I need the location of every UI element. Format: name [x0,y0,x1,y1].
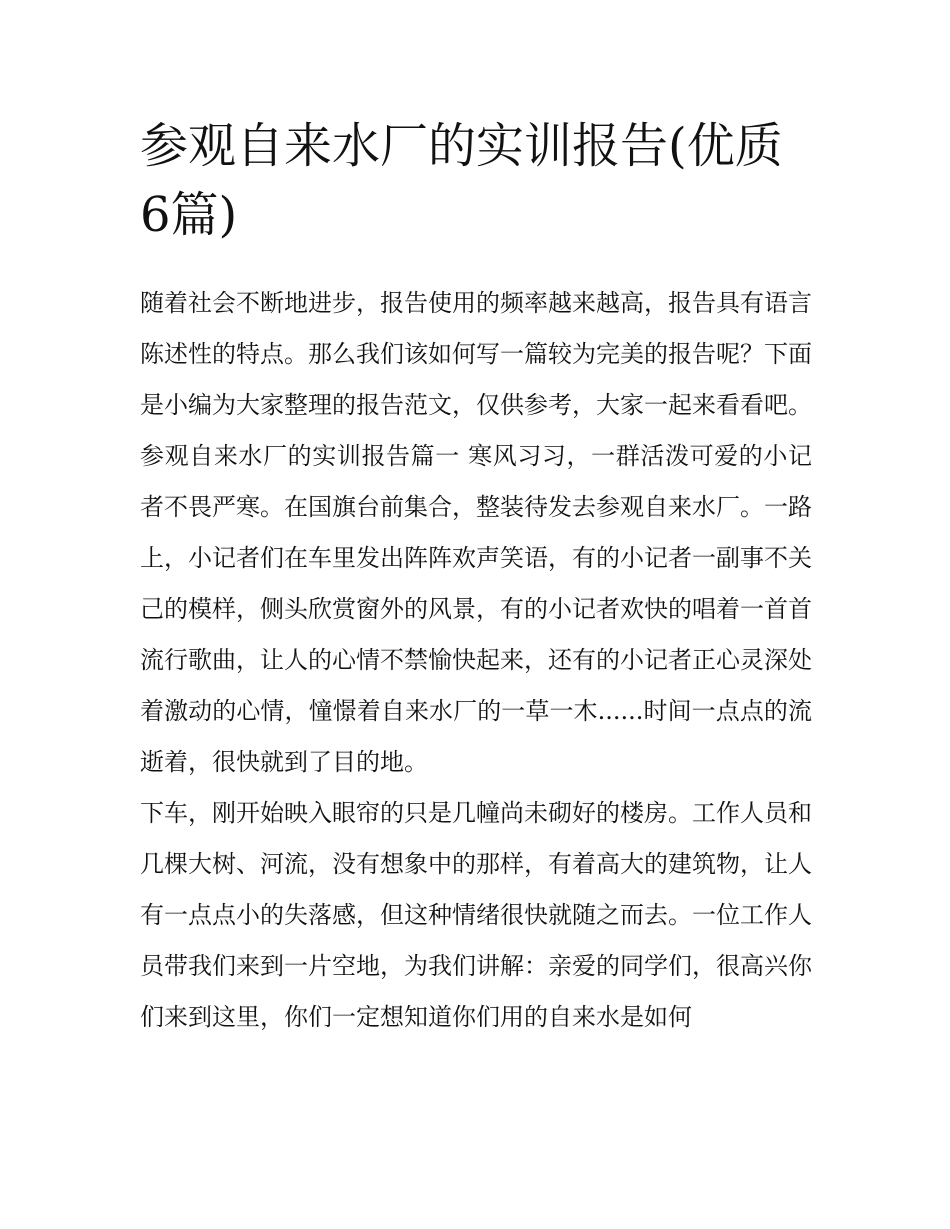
intro-paragraph: 随着社会不断地进步，报告使用的频率越来越高，报告具有语言陈述性的特点。那么我们该如何写一篇较为完美的报告呢？下面是小编为大家整理的报告范文，仅供参考，大家一起来看看吧。 [140,289,812,419]
body-paragraph: 参观自来水厂的实训报告篇一 寒风习习，一群活泼可爱的小记者不畏严寒。在国旗台前集合，整装待发去参观自来水厂。一路上，小记者们在车里发出阵阵欢声笑语，有的小记者一副事不关己的模样，侧头欣赏窗外的风景，有的小记者欢快的唱着一首首流行歌曲，让人的心情不禁愉快起来，还有的小记者正心灵深处着激动的心情，憧憬着自来水厂的一草一木......时间一点点的流逝着，很快就到了目的地。 [140,442,812,776]
paragraph-list [140,278,812,1043]
document-title: 参观自来水厂的实训报告(优质6篇) [140,118,783,243]
document-body [140,112,812,1043]
body-paragraph: 下车，刚开始映入眼帘的只是几幢尚未砌好的楼房。工作人员和几棵大树、河流，没有想象中的那样，有着高大的建筑物，让人有一点点小的失落感，但这种情绪很快就随之而去。一位工作人员带我们来到一片空地，为我们讲解：亲爱的同学们，很高兴你们来到这里，你们一定想知道你们用的自来水是如何 [140,799,812,1031]
